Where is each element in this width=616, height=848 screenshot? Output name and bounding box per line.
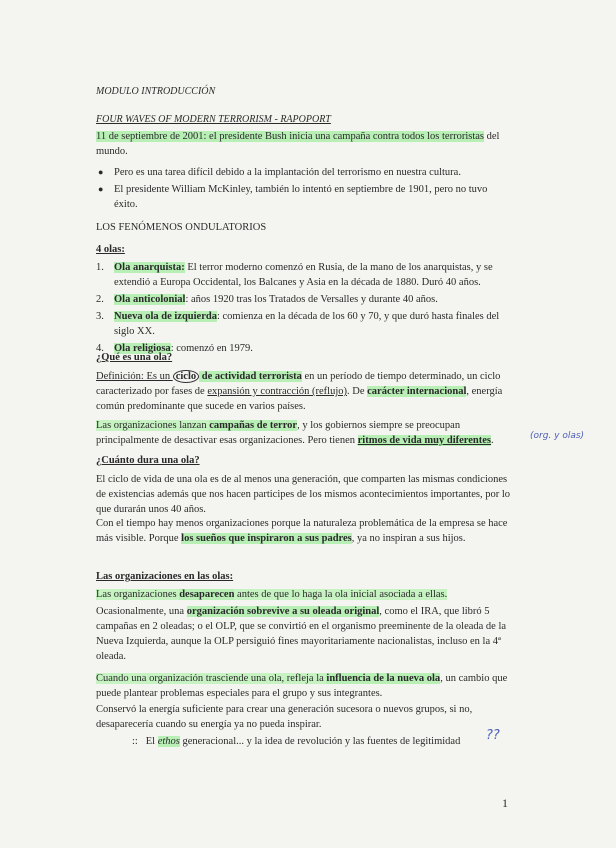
list-item: 1. Ola anarquista: El terror moderno comenzó en Rusia, de la mano de los anarquistas, y se extendió a Europa Occidental, los Balcanes y Asia en la década de 1880. Duró 40 años. xyxy=(96,262,493,288)
list-item: 4. Ola religiosa: comenzó en 1979. xyxy=(96,343,253,354)
section-title-fenomenos: LOS FENÓMENOS ONDULATORIOS xyxy=(96,222,267,233)
orgs-p4: Conservó la energía suficiente para crear una generación sucesora o nuevos grupos, si no, desaparecería cuando su energía ya no pueda inspirar. xyxy=(96,704,473,730)
bullet-item: ● Pero es una tarea difícil debido a la implantación del terrorismo en nuestra cultura. xyxy=(98,167,461,178)
olas-title: 4 olas: xyxy=(96,244,125,255)
orgs-title: Las organizaciones en las olas: xyxy=(96,571,234,582)
handwritten-note: (org. y olas) xyxy=(530,431,585,441)
page-number: 1 xyxy=(502,796,508,810)
intro-bullets xyxy=(98,165,509,214)
document-subtitle: FOUR WAVES OF MODERN TERRORISM - RAPOPORT xyxy=(96,114,331,125)
orgs-p5: :: El ethos generacional... y la idea de revolución y las fuentes de legitimidad xyxy=(132,736,461,747)
orgs-p3: Cuando una organización trasciende una ola, refleja la influencia de la nueva ola, un cambio que puede plantear problemas especiales para el grupo y sus integrantes. xyxy=(96,673,508,699)
handwritten-question-mark: ?? xyxy=(486,728,500,743)
module-title: MODULO INTRODUCCIÓN xyxy=(96,86,216,97)
intro-paragraph: 11 de septiembre de 2001: el presidente Bush inicia una campaña contra todos los terroristas del mundo. xyxy=(96,131,500,157)
orgs-p1: Las organizaciones desaparecen antes de que lo haga la ola inicial asociada a ellas. xyxy=(96,589,448,600)
que-es-p2: Las organizaciones lanzan campañas de terror, y los gobiernos siempre se preocupan principalmente de desactivar esas organizaciones. Pero tienen ritmos de vida muy diferentes. xyxy=(96,420,494,446)
cuanto-p1: El ciclo de vida de una ola es de al menos una generación, que comparten las mismas condiciones de existencias además que nos hacen participes de los mismos acontecimientos importantes, por lo que durarán unos 40 años. xyxy=(96,474,511,515)
bullet-item: ● El presidente William McKinley, también lo intentó en septiembre de 1901, pero no tuvo éxito. xyxy=(98,184,488,210)
list-item: 2. Ola anticolonial: años 1920 tras los Tratados de Versalles y durante 40 años. xyxy=(96,294,438,305)
cuanto-p2: Con el tiempo hay menos organizaciones porque la naturaleza problemática de la empresa se hace más visible. Porque los sueños que inspiraron a sus padres, ya no inspiran a sus hijos. xyxy=(96,518,508,544)
que-es-p1: Definición: Es un ciclo de actividad terrorista en un período de tiempo determinado, un ciclo caracterizado por fases de expansión y contracción (reflujo). De carácter internacional, energía común predominante que sucede en varios países. xyxy=(96,371,503,412)
que-es-title: ¿Qué es una ola? xyxy=(96,352,173,363)
list-item: 3. Nueva ola de izquierda: comienza en la década de los 60 y 70, y que duró hasta finales del siglo XX. xyxy=(96,311,500,337)
circled-word: ciclo xyxy=(173,370,199,383)
cuanto-title: ¿Cuánto dura una ola? xyxy=(96,455,200,466)
bullet-icon: ● xyxy=(98,184,104,194)
orgs-p2: Ocasionalmente, una organización sobrevive a su oleada original, como el IRA, que libró 5 campañas en 2 oleadas; o el OLP, que se convirtió en el organismo preeminente de la oleada de la Nueva Izquierda, aunque la OLP persiguió fines mayoritariamente nacionalistas, incluso en la 4ª oleada. xyxy=(96,606,507,662)
bullet-icon: ● xyxy=(98,167,104,177)
intro-highlight: 11 de septiembre de 2001: el presidente Bush inicia una campaña contra todos los terroristas xyxy=(96,131,484,142)
